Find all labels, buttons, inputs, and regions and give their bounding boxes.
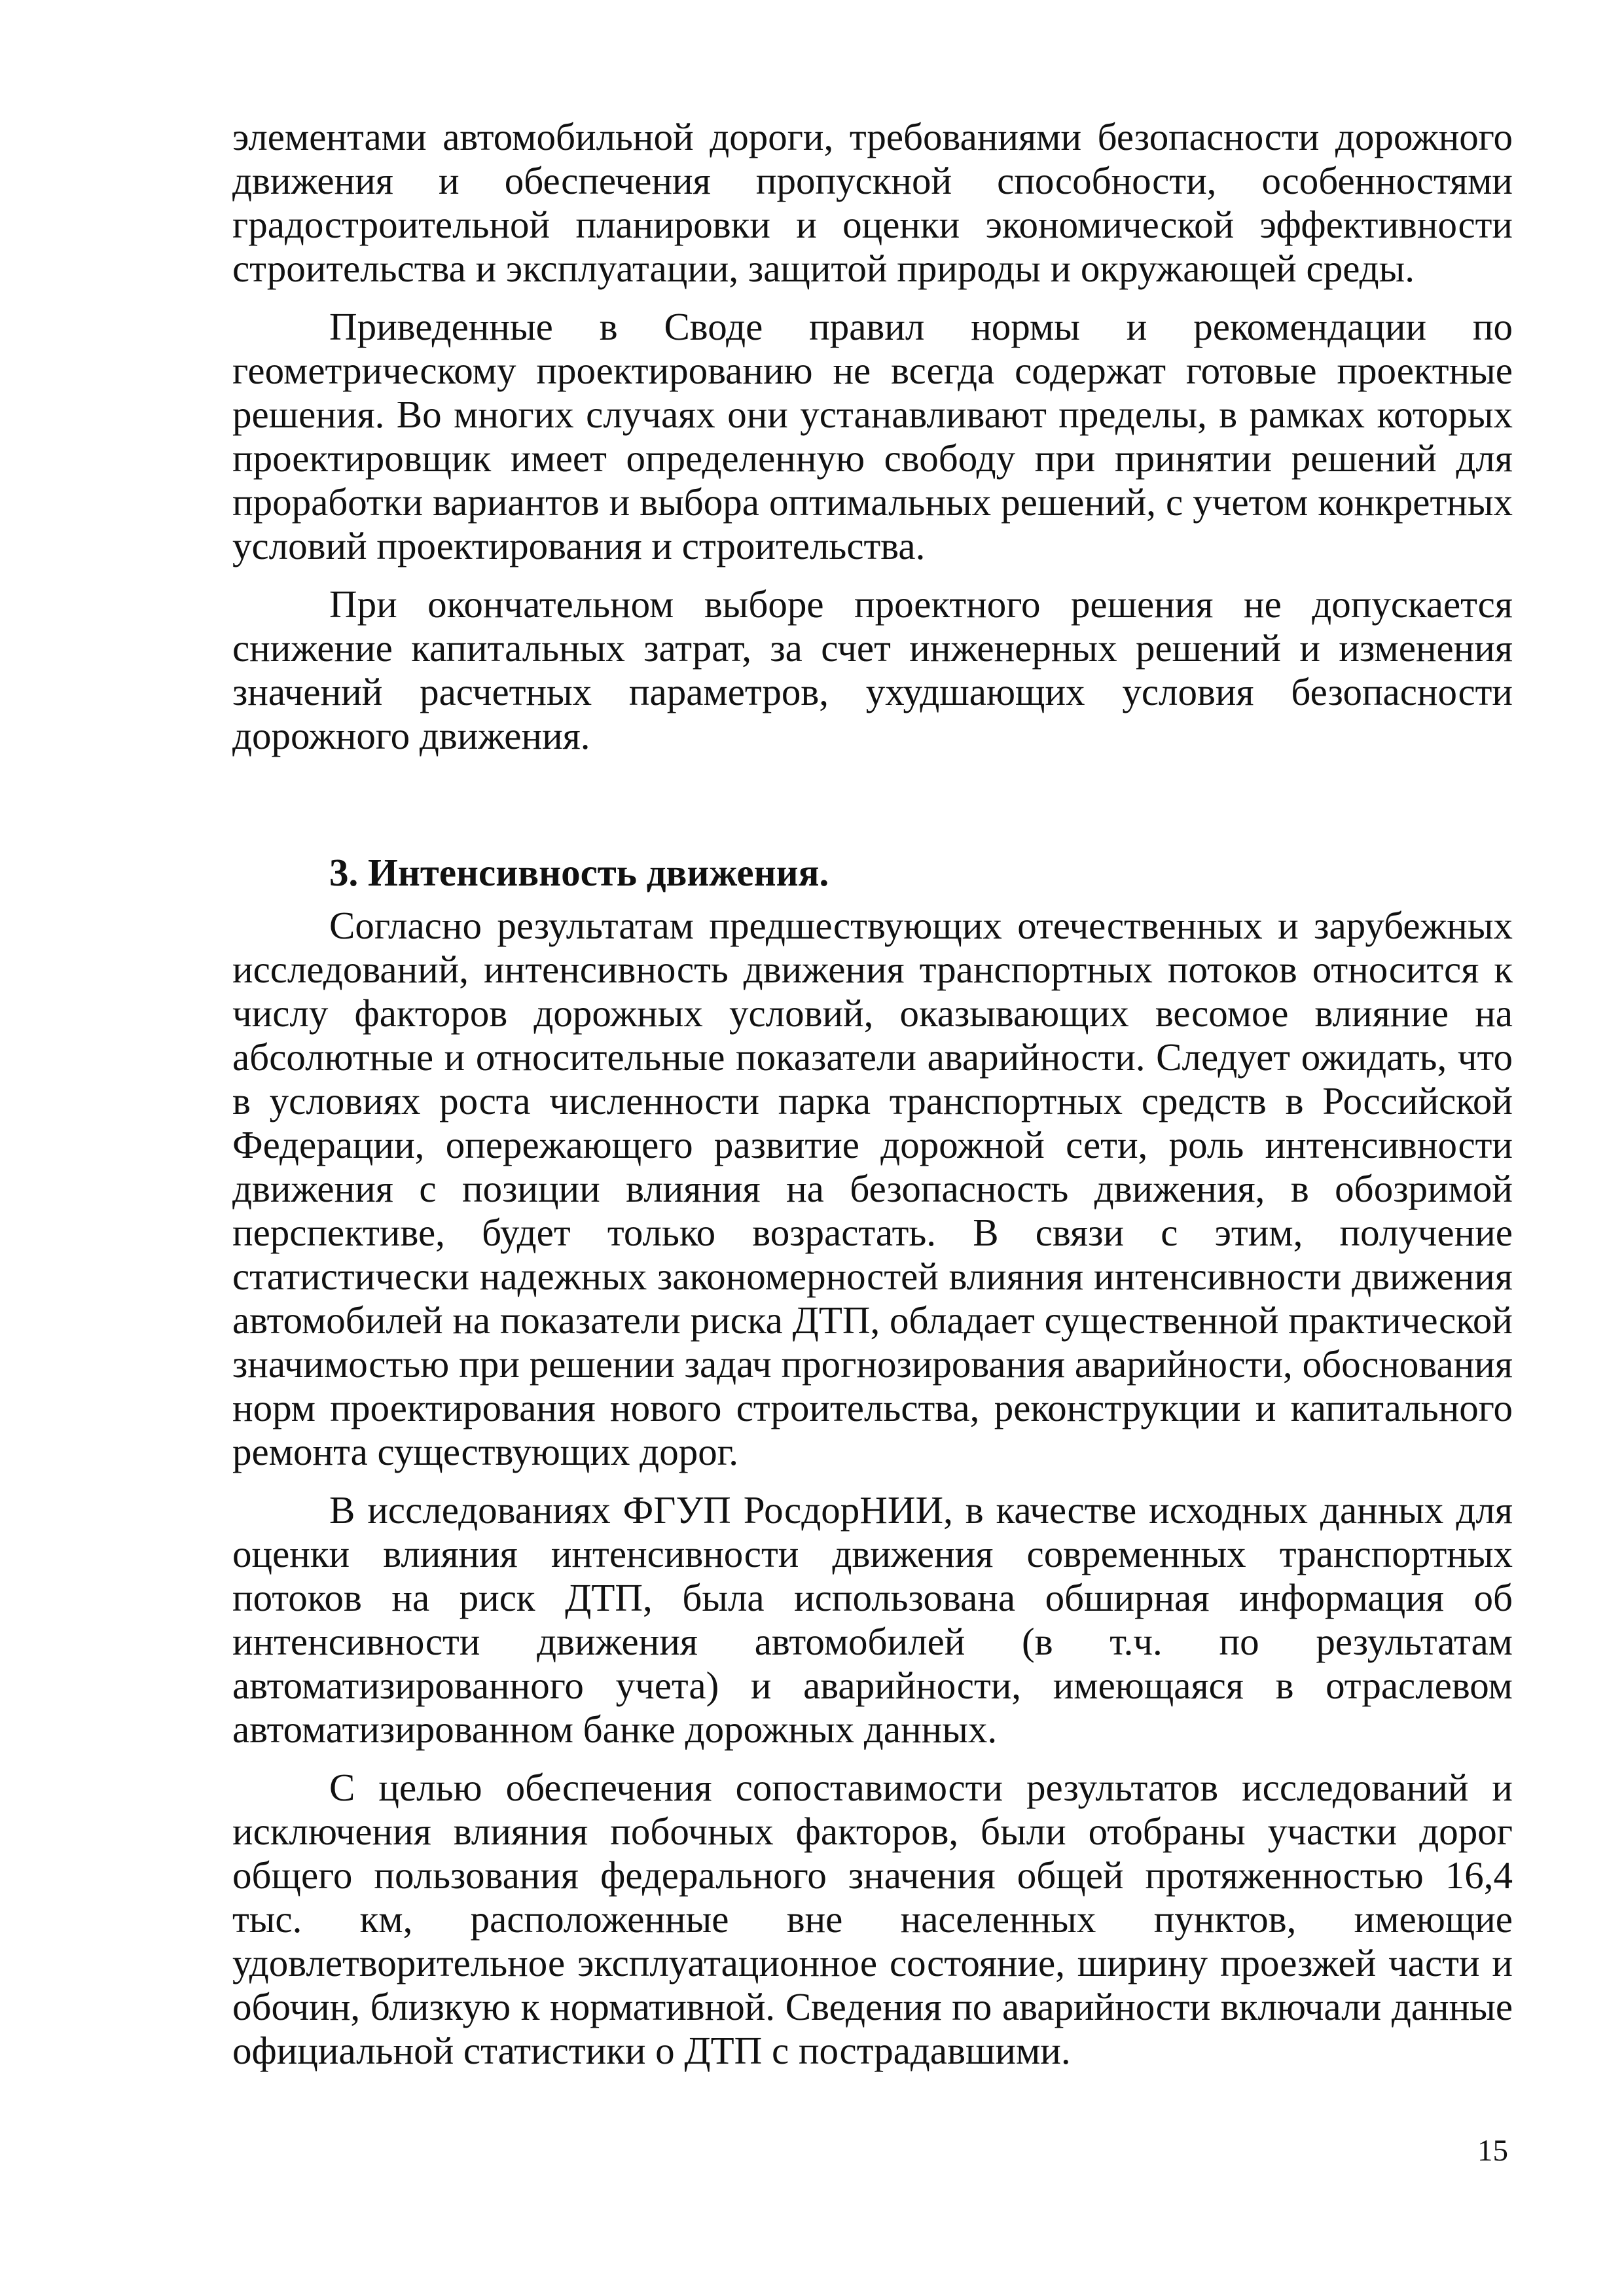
- paragraph-continuation: элементами автомобильной дороги, требованиями безопасности дорожного движения и обеспечения пропускной способности, особенностями градостроительной планировки и оценки экономической эффективности строительства и эксплуатации, защитой природы и окружающей среды.: [232, 115, 1513, 290]
- paragraph-traffic-intensity: Согласно результатам предшествующих отечественных и зарубежных исследований, интенсивность движения транспортных потоков относится к числу факторов дорожных условий, оказывающих весомое влияние на абсолютные и относительные показатели аварийности. Следует ожидать, что в условиях роста численности парка транспортных средств в Российской Федерации, опережающего развитие дорожной сети, роль интенсивности движения с позиции влияния на безопасность движения, в обозримой перспективе, будет только возрастать. В связи с этим, получение статистически надежных закономерностей влияния интенсивности движения автомобилей на показатели риска ДТП, обладает существенной практической значимостью при решении задач прогнозирования аварийности, обоснования норм проектирования нового строительства, реконструкции и капитального ремонта существующих дорог.: [232, 904, 1513, 1473]
- paragraph-research-data: В исследованиях ФГУП РосдорНИИ, в качестве исходных данных для оценки влияния интенсивности движения современных транспортных потоков на риск ДТП, была использована обширная информация об интенсивности движения автомобилей (в т.ч. по результатам автоматизированного учета) и аварийности, имеющаяся в отраслевом автоматизированном банке дорожных данных.: [232, 1488, 1513, 1751]
- paragraph-final-choice: При окончательном выборе проектного решения не допускается снижение капитальных затрат, за счет инженерных решений и изменения значений расчетных параметров, ухудшающих условия безопасности дорожного движения.: [232, 583, 1513, 757]
- section-heading: 3. Интенсивность движения.: [329, 851, 829, 894]
- paragraph-design-norms: Приведенные в Своде правил нормы и рекомендации по геометрическому проектированию не всегда содержат готовые проектные решения. Во многих случаях они устанавливают пределы, в рамках которых проектировщик имеет определенную свободу при принятии решений для проработки вариантов и выбора оптимальных решений, с учетом конкретных условий проектирования и строительства.: [232, 305, 1513, 567]
- page-number: 15: [1477, 2134, 1508, 2168]
- paragraph-road-selection: С целью обеспечения сопоставимости результатов исследований и исключения влияния побочных факторов, были отобраны участки дорог общего пользования федерального значения общей протяженностью 16,4 тыс. км, расположенные вне населенных пунктов, имеющие удовлетворительное эксплуатационное состояние, ширину проезжей части и обочин, близкую к нормативной. Сведения по аварийности включали данные официальной статистики о ДТП с пострадавшими.: [232, 1766, 1513, 2072]
- page-body: [232, 115, 1513, 2087]
